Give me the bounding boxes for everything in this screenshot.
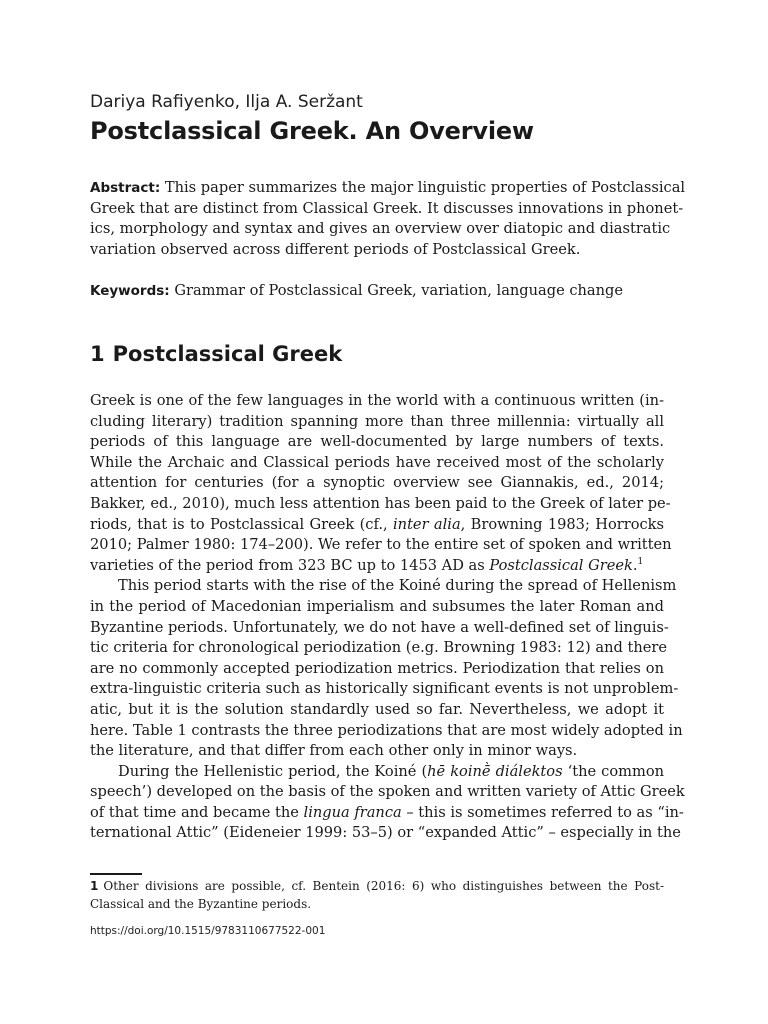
text-span: cluding literary) tradition spanning more than three millennia: virtually all <box>90 412 664 430</box>
text-line <box>90 721 683 742</box>
text-line <box>90 473 664 494</box>
keywords-label: Keywords: <box>90 283 170 299</box>
author-names: Dariya Rafiyenko, Ilja A. Seržant <box>90 92 363 112</box>
text-line <box>90 535 672 556</box>
text-span: . <box>632 556 638 574</box>
body-text <box>90 391 685 844</box>
text-span: here. Table 1 contrasts the three periodizations that are most widely adopted in <box>90 721 683 739</box>
section-number: 1 <box>90 342 105 366</box>
italic-term: hē koinḕ diálektos <box>427 762 563 780</box>
text-span: riods, that is to Postclassical Greek (cf., <box>90 515 388 533</box>
italic-term: lingua franca <box>303 803 402 821</box>
abstract-line <box>90 178 686 199</box>
text-span: extra-linguistic criteria such as historically significant events is not unproblem- <box>90 680 679 698</box>
text-span: Greek is one of the few languages in the world with a continuous written (in- <box>90 392 664 409</box>
text-line <box>90 618 669 639</box>
text-span: atic, but it is the solution standardly used so far. Nevertheless, we adopt it <box>90 700 664 718</box>
italic-term: inter alia <box>393 515 461 533</box>
abstract-text: ics, morphology and syntax and gives an overview over diatopic and diastratic <box>90 220 671 238</box>
text-line <box>90 741 664 762</box>
text-span: ternational Attic” (Eideneier 1999: 53–5) or “expanded Attic” – especially in the <box>90 824 681 842</box>
text-line <box>90 762 664 783</box>
text-line <box>90 659 664 680</box>
text-line <box>90 556 664 577</box>
text-span: , Browning 1983; Horrocks <box>460 515 665 533</box>
text-line <box>90 515 664 536</box>
footnote-line <box>90 877 664 895</box>
footnote-number: 1 <box>90 879 99 893</box>
text-line <box>90 700 664 721</box>
text-span: speech’) developed on the basis of the spoken and written variety of Attic Greek <box>90 783 685 801</box>
footnote-line <box>90 895 664 913</box>
keywords-text: Grammar of Postclassical Greek, variation, language change <box>174 282 624 299</box>
text-line <box>90 391 664 412</box>
text-span: ‘the common <box>562 762 664 780</box>
text-span: While the Archaic and Classical periods have received most of the scholarly <box>90 453 664 471</box>
keywords <box>90 281 664 302</box>
italic-term: Postclassical Greek <box>489 556 633 574</box>
abstract-line <box>90 199 684 220</box>
footnote <box>90 877 664 913</box>
text-line <box>90 597 664 618</box>
text-line <box>90 412 664 433</box>
text-line <box>90 494 671 515</box>
abstract-line <box>90 219 671 240</box>
paper-title: Postclassical Greek. An Overview <box>90 117 534 145</box>
text-line <box>90 679 679 700</box>
abstract <box>90 178 686 260</box>
text-span: varieties of the period from 323 BC up to 1453 AD as <box>90 556 485 574</box>
text-span: Byzantine periods. Unfortunately, we do not have a well-defined set of linguis- <box>90 618 669 636</box>
text-line <box>90 432 664 453</box>
footnote-rule <box>90 873 142 875</box>
abstract-text: This paper summarizes the major linguistic properties of Postclassical <box>164 179 686 196</box>
footnote-text: Other divisions are possible, cf. Bentein (2016: 6) who distinguishes between the Post- <box>103 879 664 893</box>
abstract-text: Greek that are distinct from Classical Greek. It discusses innovations in phonet- <box>90 199 684 217</box>
section-title: Postclassical Greek <box>112 342 343 366</box>
text-span: This period starts with the rise of the Koiné during the spread of Hellenism <box>118 577 677 595</box>
text-span: periods of this language are well-documented by large numbers of texts. <box>90 433 664 451</box>
text-line <box>90 803 684 824</box>
doi-link[interactable]: https://doi.org/10.1515/9783110677522-001 <box>90 925 326 937</box>
abstract-line <box>90 240 664 261</box>
text-span: Bakker, ed., 2010), much less attention has been paid to the Greek of later pe- <box>90 494 671 512</box>
text-span: the literature, and that differ from each other only in minor ways. <box>90 742 578 760</box>
text-line <box>90 823 681 844</box>
abstract-text: variation observed across different periods of Postclassical Greek. <box>90 240 581 258</box>
text-span: of that time and became the <box>90 803 299 821</box>
text-span: 2010; Palmer 1980: 174–200). We refer to the entire set of spoken and written <box>90 536 672 554</box>
text-span: are no commonly accepted periodization metrics. Periodization that relies on <box>90 659 664 677</box>
footnote-marker[interactable]: 1 <box>637 556 644 567</box>
text-line <box>90 453 664 474</box>
text-span: – this is sometimes referred to as “in- <box>401 803 684 821</box>
footnote-text: Classical and the Byzantine periods. <box>90 897 312 911</box>
text-span: tic criteria for chronological periodization (e.g. Browning 1983: 12) and there <box>90 639 667 657</box>
text-line <box>90 782 685 803</box>
text-line <box>90 576 677 597</box>
text-span: in the period of Macedonian imperialism and subsumes the later Roman and <box>90 597 664 615</box>
text-line <box>90 638 667 659</box>
abstract-label: Abstract: <box>90 180 161 196</box>
text-span: attention for centuries (for a synoptic overview see Giannakis, ed., 2014; <box>90 474 664 492</box>
text-span: During the Hellenistic period, the Koiné ( <box>118 762 428 780</box>
section-heading <box>90 342 342 366</box>
